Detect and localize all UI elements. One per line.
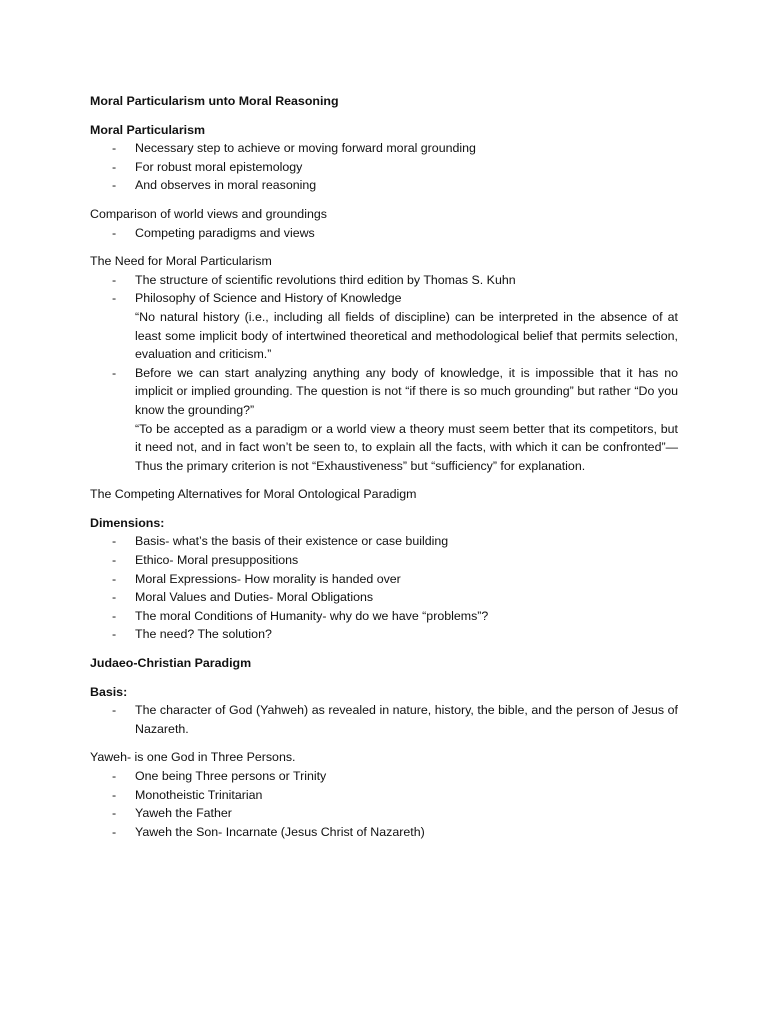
list-item: - Monotheistic Trinitarian bbox=[90, 786, 678, 805]
heading-judaeo-christian: Judaeo-Christian Paradigm bbox=[90, 656, 252, 671]
list-basis bbox=[90, 701, 678, 738]
dash-bullet: - bbox=[112, 787, 117, 802]
list-item: - Yaweh the Father bbox=[90, 804, 678, 823]
list-item: - Before we can start analyzing anything any body of knowledge, it is impossible that it has no implicit or implied grounding. The question is not “if there is so much grounding” but rather “Do you know the grounding?” “To be accepted as a paradigm or a world view a theory must seem better that its competitors, but it need not, and in fact won’t be seen to, to explain all the facts, with which it can be confronted”—Thus the primary criterion is not “Exhaustiveness” but “sufficiency” for explanation. bbox=[112, 365, 678, 473]
list-item: - Yaweh the Son- Incarnate (Jesus Christ of Nazareth) bbox=[90, 823, 678, 842]
dash-bullet: - bbox=[112, 365, 117, 380]
list-item: - One being Three persons or Trinity bbox=[90, 767, 678, 786]
dash-bullet: - bbox=[112, 824, 117, 839]
list-item: - Philosophy of Science and History of Knowledge “No natural history (i.e., including all fields of discipline) can be interpreted in the absence of at least some implicit body of intertwined theoretical and methodological belief that permits selection, evaluation and criticism.” bbox=[112, 291, 678, 362]
dash-bullet: - bbox=[112, 571, 117, 586]
dash-bullet: - bbox=[112, 608, 117, 623]
list-item: - Moral Values and Duties- Moral Obligations bbox=[90, 588, 678, 607]
heading-dimensions: Dimensions: bbox=[90, 515, 165, 530]
kuhn-quote: “No natural history (i.e., including all fields of discipline) can be interpreted in the absence of at least some implicit body of intertwined theoretical and methodological belief that permits selection, evaluation and criticism.” bbox=[135, 309, 678, 362]
document-title: Moral Particularism unto Moral Reasoning bbox=[90, 94, 339, 108]
list-moral-particularism bbox=[90, 139, 678, 195]
heading-basis: Basis: bbox=[90, 684, 128, 699]
dash-bullet: - bbox=[112, 590, 117, 605]
dash-bullet: - bbox=[112, 272, 117, 287]
dash-bullet: - bbox=[112, 225, 117, 240]
list-item: - The character of God (Yahweh) as revealed in nature, history, the bible, and the person of Jesus of Nazareth. bbox=[112, 703, 678, 736]
list-item: - The moral Conditions of Humanity- why do we have “problems”? bbox=[90, 607, 678, 626]
dash-bullet: - bbox=[112, 534, 117, 549]
list-item: - The structure of scientific revolutions third edition by Thomas S. Kuhn bbox=[90, 271, 678, 290]
dash-bullet: - bbox=[112, 159, 117, 174]
heading-need: The Need for Moral Particularism bbox=[90, 254, 272, 269]
dash-bullet: - bbox=[112, 553, 117, 568]
heading-comparison: Comparison of world views and groundings bbox=[90, 206, 327, 221]
list-yaweh bbox=[90, 767, 678, 841]
list-item: - And observes in moral reasoning bbox=[90, 176, 678, 195]
list-item: - The need? The solution? bbox=[90, 625, 678, 644]
heading-moral-particularism: Moral Particularism bbox=[90, 122, 206, 137]
dash-bullet: - bbox=[112, 178, 117, 193]
list-item: - Competing paradigms and views bbox=[90, 224, 678, 243]
list-item: - Necessary step to achieve or moving forward moral grounding bbox=[90, 139, 678, 158]
dash-bullet: - bbox=[112, 627, 117, 642]
heading-yaweh: Yaweh- is one God in Three Persons. bbox=[90, 750, 296, 765]
list-comparison bbox=[90, 224, 678, 243]
list-item: - Moral Expressions- How morality is handed over bbox=[90, 570, 678, 589]
heading-competing-alternatives: The Competing Alternatives for Moral Ontological Paradigm bbox=[90, 487, 417, 502]
paradigm-quote: “To be accepted as a paradigm or a world view a theory must seem better that its competitors, but it need not, and in fact won’t be seen to, to explain all the facts, with which it can be confronted”—Thus the primary criterion is not “Exhaustiveness” but “sufficiency” for explanation. bbox=[135, 421, 678, 473]
list-item: - Ethico- Moral presuppositions bbox=[90, 551, 678, 570]
dash-bullet: - bbox=[112, 703, 117, 718]
list-need bbox=[90, 271, 678, 476]
list-dimensions bbox=[90, 532, 678, 644]
dash-bullet: - bbox=[112, 141, 117, 156]
dash-bullet: - bbox=[112, 291, 117, 306]
list-item: - For robust moral epistemology bbox=[90, 158, 678, 177]
document-body bbox=[90, 92, 678, 841]
dash-bullet: - bbox=[112, 806, 117, 821]
dash-bullet: - bbox=[112, 769, 117, 783]
list-item: - Basis- what’s the basis of their existence or case building bbox=[90, 532, 678, 551]
